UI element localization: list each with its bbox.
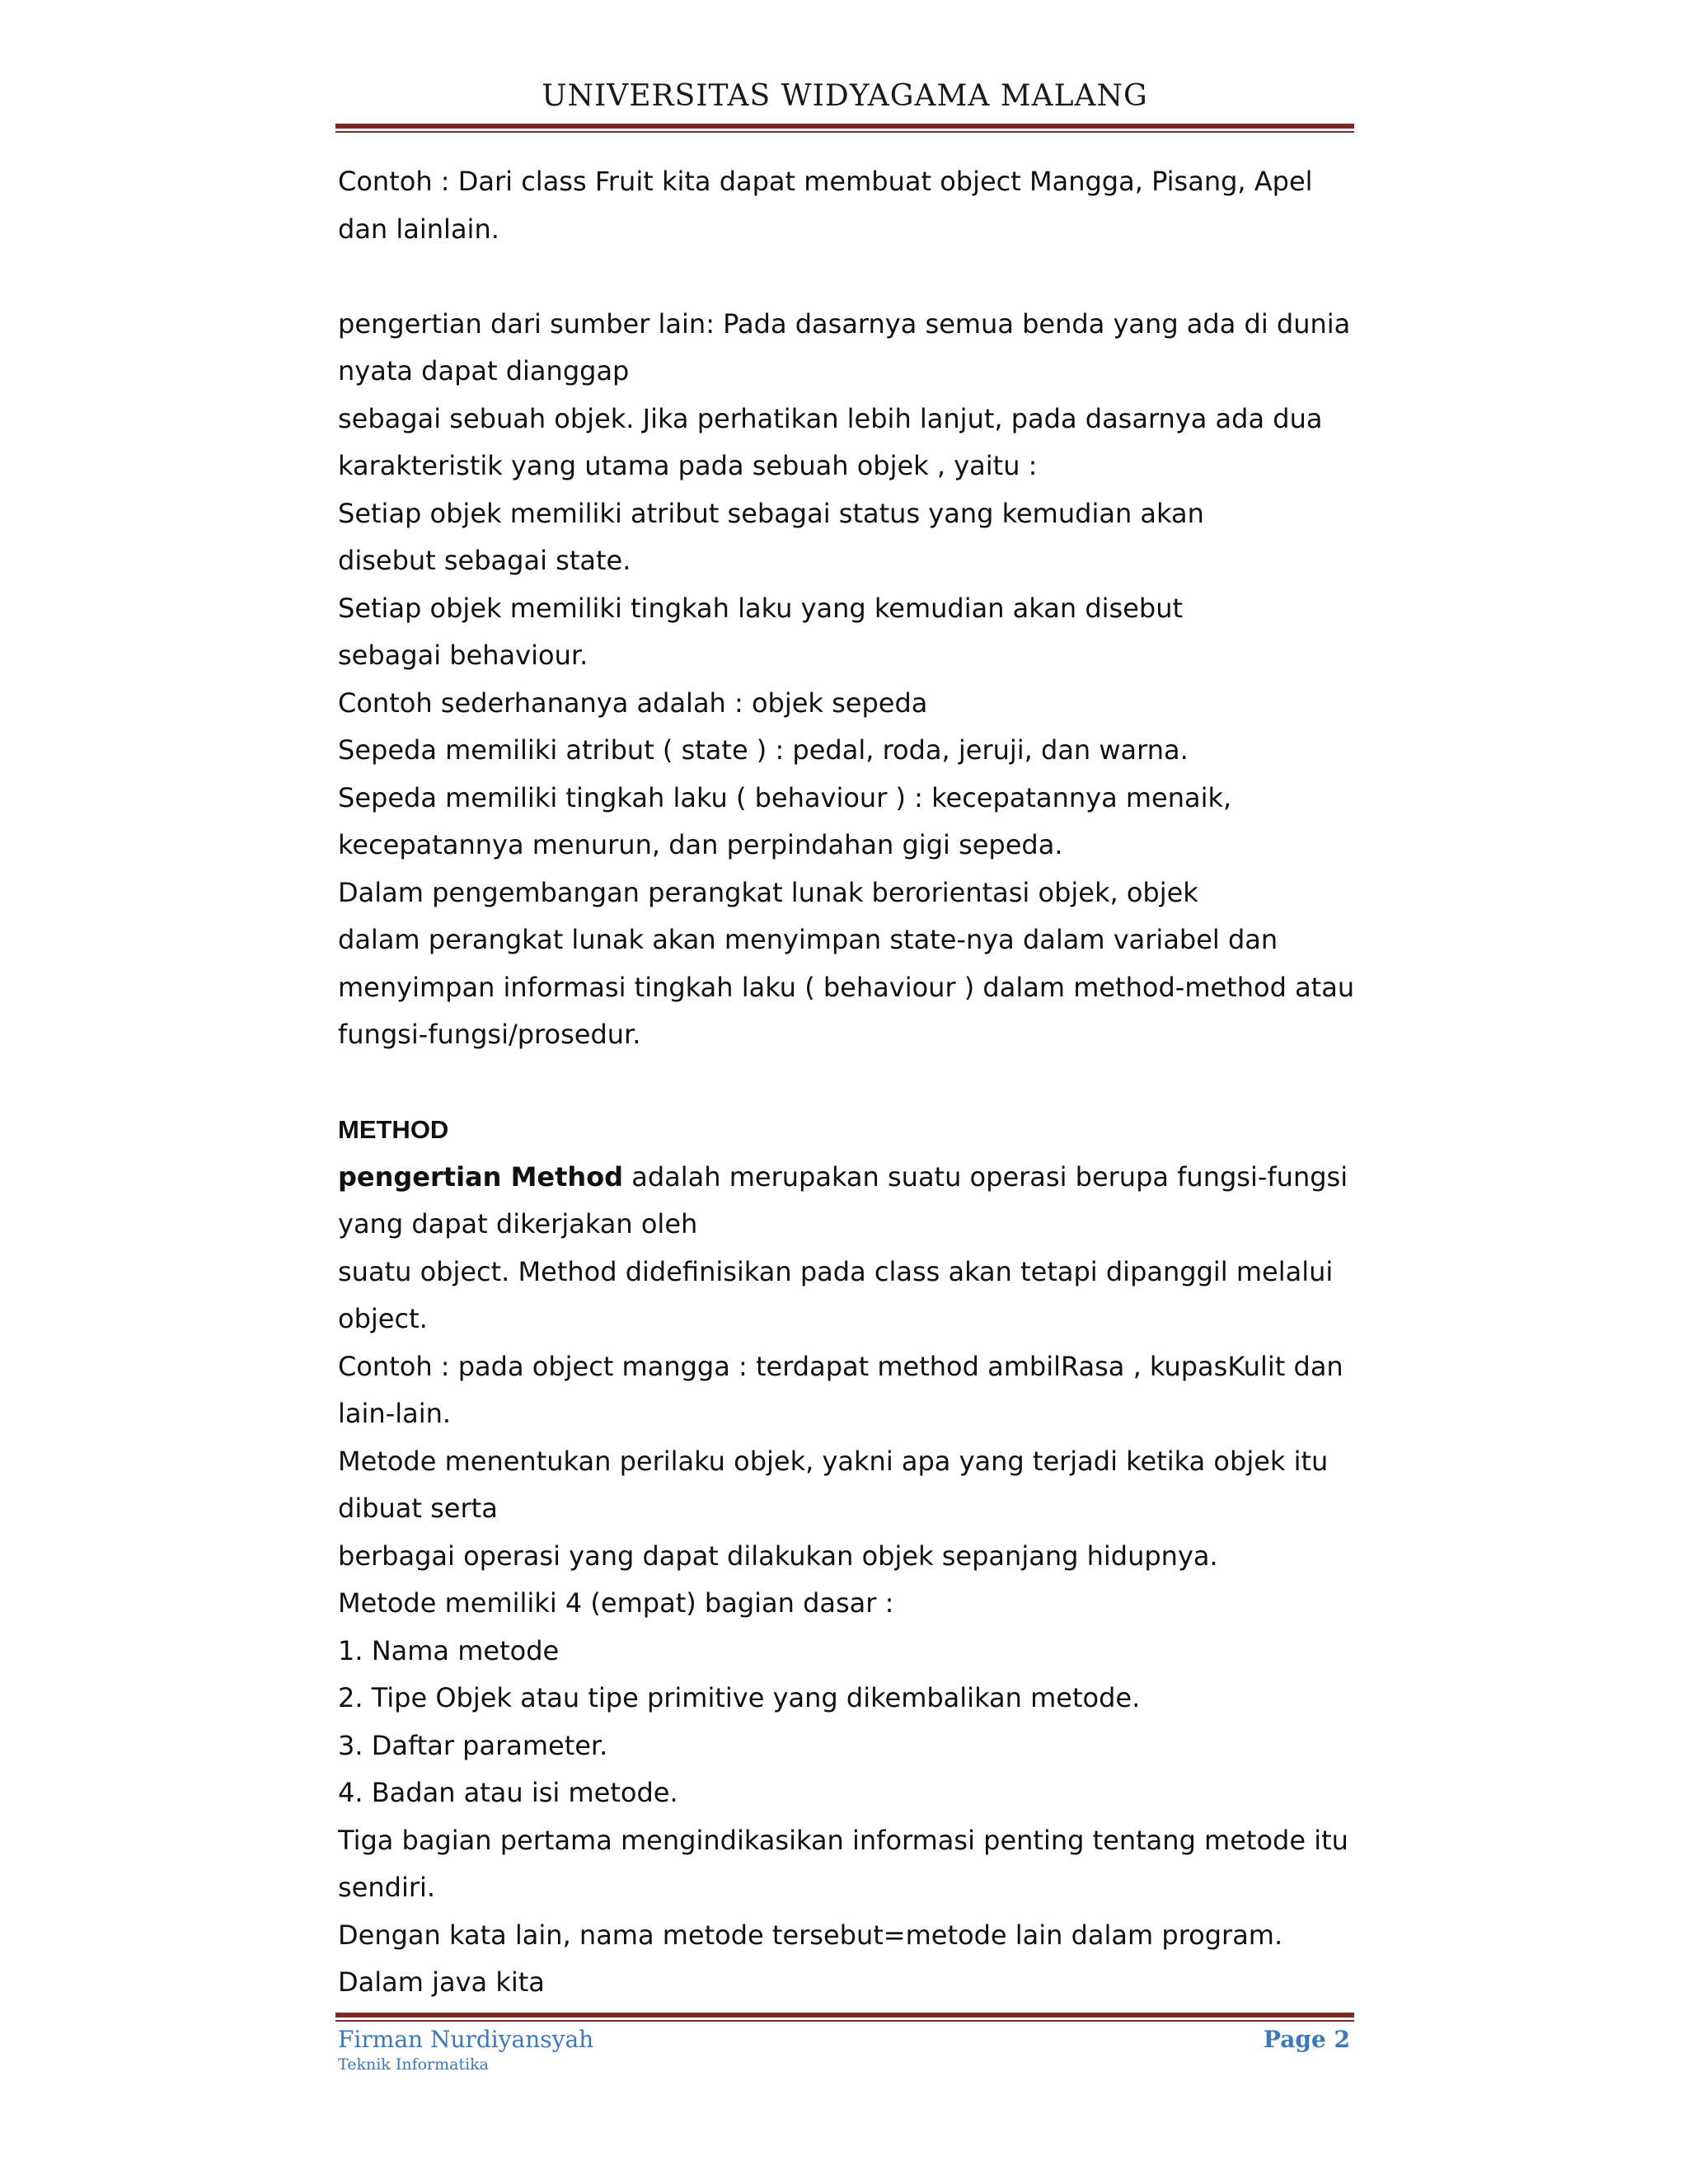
body-line: sebagai behaviour. xyxy=(338,640,588,671)
footer-author: Firman Nurdiyansyah xyxy=(338,2026,594,2053)
body-line: dibuat serta xyxy=(338,1493,498,1524)
body-line: Sepeda memiliki atribut ( state ) : pedal, roda, jeruji, dan warna. xyxy=(338,734,1189,766)
body-line: Setiap objek memiliki tingkah laku yang kemudian akan disebut xyxy=(338,592,1184,624)
body-line: Sepeda memiliki tingkah laku ( behaviour ) : kecepatannya menaik, xyxy=(338,781,1232,813)
body-line: yang dapat dikerjakan oleh xyxy=(338,1208,698,1240)
list-item: 1. Nama metode xyxy=(338,1634,560,1666)
section-heading-method: METHOD xyxy=(338,1115,449,1144)
body-line: sebagai sebuah objek. Jika perhatikan lebih lanjut, pada dasarnya ada dua xyxy=(338,402,1323,434)
list-item: 2. Tipe Objek atau tipe primitive yang dikembalikan metode. xyxy=(338,1682,1141,1713)
footer-rule xyxy=(335,2013,1354,2022)
blank-line xyxy=(338,1059,1352,1107)
document-header-title: UNIVERSITAS WIDYAGAMA MALANG xyxy=(542,79,1148,113)
list-item: 4. Badan atau isi metode. xyxy=(338,1777,678,1808)
method-term: pengertian Method xyxy=(338,1160,624,1193)
method-definition-text: adalah merupakan suatu operasi berupa fungsi-fungsi xyxy=(623,1160,1348,1193)
blank-line xyxy=(338,253,1352,301)
body-line: Dalam pengembangan perangkat lunak berorientasi objek, objek xyxy=(338,876,1198,908)
body-line: karakteristik yang utama pada sebuah objek , yaitu : xyxy=(338,450,1038,481)
body-line: disebut sebagai state. xyxy=(338,545,631,576)
body-line: object. xyxy=(338,1303,428,1334)
body-line: Tiga bagian pertama mengindikasikan informasi penting tentang metode itu xyxy=(338,1824,1348,1856)
body-line: Setiap objek memiliki atribut sebagai status yang kemudian akan xyxy=(338,497,1204,529)
body-line: Contoh sederhananya adalah : objek sepeda xyxy=(338,687,928,719)
body-line: Metode menentukan perilaku objek, yakni apa yang terjadi ketika objek itu xyxy=(338,1445,1329,1477)
body-line: dan lainlain. xyxy=(338,213,499,245)
body-line: suatu object. Method didefinisikan pada class akan tetapi dipanggil melalui xyxy=(338,1255,1334,1287)
body-line: Dengan kata lain, nama metode tersebut=metode lain dalam program. xyxy=(338,1919,1283,1951)
body-line: nyata dapat dianggap xyxy=(338,355,630,387)
body-line: sendiri. xyxy=(338,1872,436,1903)
body-line: Metode memiliki 4 (empat) bagian dasar : xyxy=(338,1587,894,1619)
body-line: fungsi-fungsi/prosedur. xyxy=(338,1019,641,1050)
body-line: pengertian dari sumber lain: Pada dasarnya semua benda yang ada di dunia xyxy=(338,307,1351,340)
body-line: Contoh : pada object mangga : terdapat method ambilRasa , kupasKulit dan xyxy=(338,1350,1343,1382)
page-body xyxy=(338,158,1355,2007)
body-line: menyimpan informasi tingkah laku ( behaviour ) dalam method-method atau xyxy=(338,971,1355,1003)
body-line: kecepatannya menurun, dan perpindahan gigi sepeda. xyxy=(338,829,1063,860)
page-number: Page 2 xyxy=(1263,2026,1350,2053)
body-line: dalam perangkat lunak akan menyimpan state-nya dalam variabel dan xyxy=(338,924,1278,955)
list-item: 3. Daftar parameter. xyxy=(338,1729,608,1761)
header-rule xyxy=(335,124,1354,133)
body-line: berbagai operasi yang dapat dilakukan objek sepanjang hidupnya. xyxy=(338,1540,1218,1572)
method-definition-line xyxy=(338,1154,1352,1202)
body-line: Dalam java kita xyxy=(338,1966,545,1998)
body-line: Contoh : Dari class Fruit kita dapat membuat object Mangga, Pisang, Apel xyxy=(338,166,1313,197)
body-line: lain-lain. xyxy=(338,1398,452,1429)
footer-department: Teknik Informatika xyxy=(338,2055,490,2074)
